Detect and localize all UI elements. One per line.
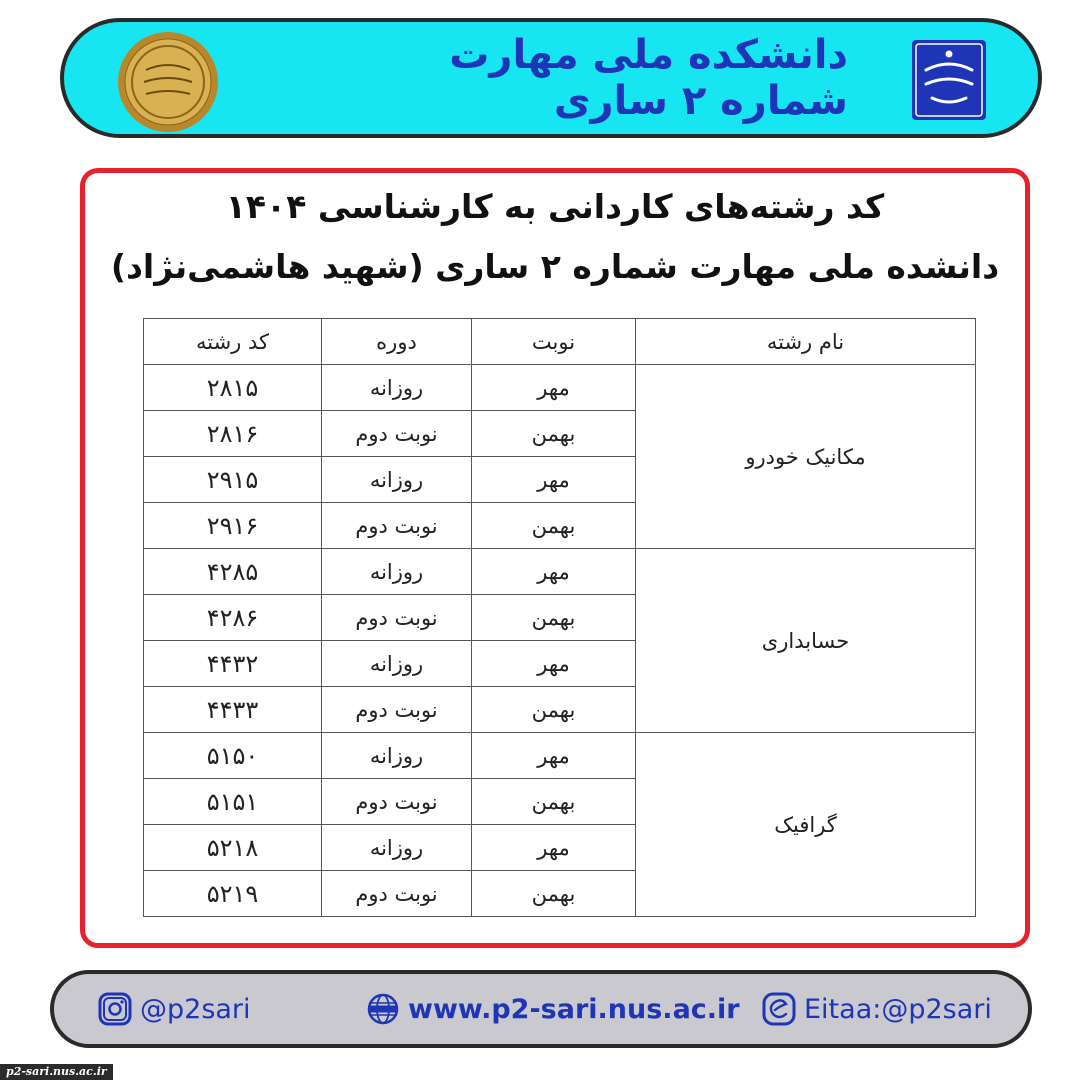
code-cell: ۵۲۱۸ [144, 825, 322, 871]
header-shift: نوبت [472, 319, 636, 365]
eitaa-handle: Eitaa:@p2sari [804, 993, 992, 1025]
shift-cell: مهر [472, 457, 636, 503]
shift-cell: مهر [472, 365, 636, 411]
major-cell: حسابداری [636, 549, 976, 733]
footer-contact-bar [50, 970, 1032, 1048]
code-cell: ۴۴۳۳ [144, 687, 322, 733]
shift-cell: بهمن [472, 411, 636, 457]
website-url: www.p2-sari.nus.ac.ir [408, 993, 740, 1025]
header-title: دانشکده ملی مهارت شماره ۲ ساری [449, 32, 848, 124]
code-cell: ۵۲۱۹ [144, 871, 322, 917]
period-cell: نوبت دوم [322, 871, 472, 917]
major-cell: گرافیک [636, 733, 976, 917]
period-cell: نوبت دوم [322, 411, 472, 457]
code-cell: ۲۹۱۵ [144, 457, 322, 503]
table-row [144, 365, 976, 411]
period-cell: نوبت دوم [322, 687, 472, 733]
eitaa-link[interactable] [762, 974, 992, 1044]
maharat-college-logo-icon [912, 40, 986, 120]
shift-cell: بهمن [472, 503, 636, 549]
table-row [144, 733, 976, 779]
instagram-icon [98, 992, 132, 1026]
instagram-handle: @p2sari [140, 993, 251, 1025]
code-cell: ۴۲۸۵ [144, 549, 322, 595]
website-link[interactable] [366, 974, 740, 1044]
period-cell: روزانه [322, 457, 472, 503]
shift-cell: مهر [472, 641, 636, 687]
shift-cell: بهمن [472, 871, 636, 917]
header-period: دوره [322, 319, 472, 365]
watermark: p2-sari.nus.ac.ir [0, 1064, 113, 1080]
major-cell: مکانیک خودرو [636, 365, 976, 549]
eitaa-icon [762, 992, 796, 1026]
header-banner [60, 18, 1042, 138]
instagram-link[interactable] [98, 974, 251, 1044]
code-cell: ۵۱۵۰ [144, 733, 322, 779]
header-code: کد رشته [144, 319, 322, 365]
period-cell: روزانه [322, 825, 472, 871]
code-cell: ۲۸۱۵ [144, 365, 322, 411]
period-cell: نوبت دوم [322, 779, 472, 825]
gold-emblem-seal-icon [116, 30, 220, 134]
period-cell: نوبت دوم [322, 595, 472, 641]
shift-cell: مهر [472, 549, 636, 595]
shift-cell: مهر [472, 825, 636, 871]
shift-cell: بهمن [472, 687, 636, 733]
globe-www-icon [366, 992, 400, 1026]
period-cell: روزانه [322, 365, 472, 411]
shift-cell: مهر [472, 733, 636, 779]
period-cell: روزانه [322, 549, 472, 595]
code-cell: ۲۹۱۶ [144, 503, 322, 549]
header-major: نام رشته [636, 319, 976, 365]
codes-table [143, 318, 976, 917]
code-cell: ۵۱۵۱ [144, 779, 322, 825]
code-cell: ۴۲۸۶ [144, 595, 322, 641]
codes-card [80, 168, 1030, 948]
table-header-row [144, 319, 976, 365]
code-cell: ۲۸۱۶ [144, 411, 322, 457]
card-title-line1: کد رشته‌های کاردانی به کارشناسی ۱۴۰۴ [225, 187, 885, 226]
code-cell: ۴۴۳۲ [144, 641, 322, 687]
shift-cell: بهمن [472, 595, 636, 641]
card-title-line2: دانشده ملی مهارت شماره ۲ ساری (شهید هاشمی‌نژاد) [110, 247, 1000, 286]
period-cell: روزانه [322, 641, 472, 687]
period-cell: روزانه [322, 733, 472, 779]
period-cell: نوبت دوم [322, 503, 472, 549]
shift-cell: بهمن [472, 779, 636, 825]
table-row [144, 549, 976, 595]
